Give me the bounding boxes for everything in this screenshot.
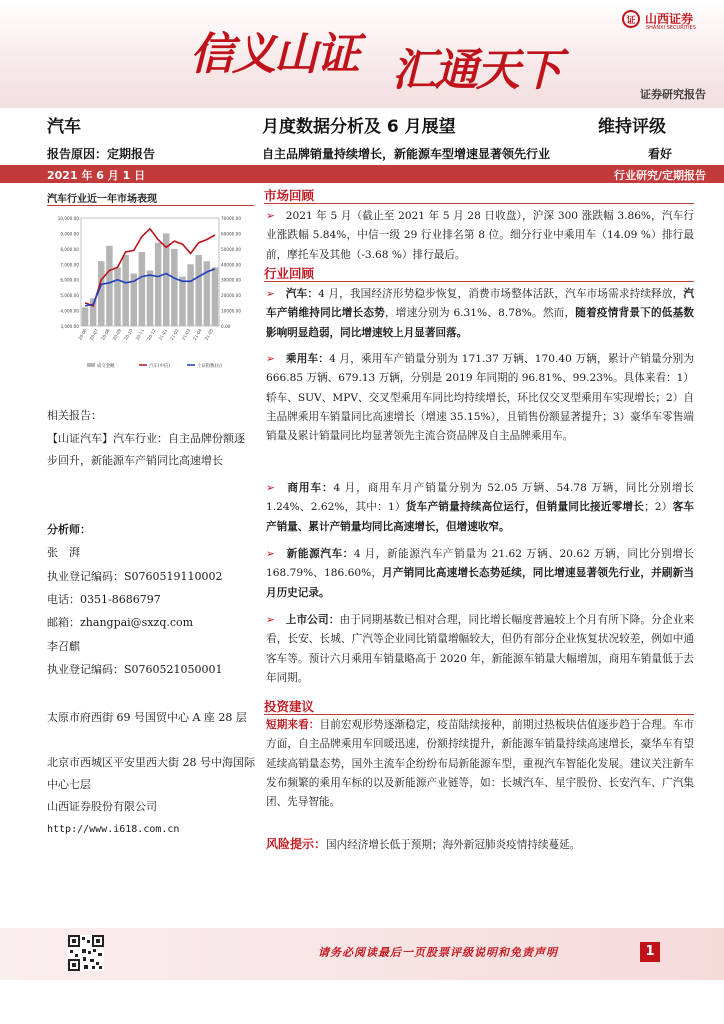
slogan-2: 汇通天下 [392,45,560,96]
y-left-tick: 4,000.00 [60,308,79,314]
volume-bar [106,246,112,326]
nev-paragraph [266,545,694,603]
passenger-text: 4 月，乘用车产销量分别为 171.37 万辆、170.40 万辆，累计产销量分别为 666.85 万辆、679.13 万辆，分别是 2019 年同期的 96.81%、99.23%。具体来看：1）轿车、SUV、MPV、交叉型乘用车同比均持续增长，环比仅交叉型乘用车实现增长；2）自主品牌乘用车销量同比高速增长（增速 35.15%），且销售份额显著提升；3）豪华车零售端销量及累计销量同比均显著领先主流合资品牌及自主品牌乘用车。 [266,353,695,443]
y-left-tick: 8,000.00 [60,246,79,252]
listed-paragraph [266,611,694,688]
section-market-review: 市场回顾 [264,188,315,203]
auto-highlight: 随着疫情背景下的低基数影响明显趋弱，同比增速较上月显著回落。 [266,307,695,339]
section-investment: 投资建议 [264,699,315,714]
slogan: 信义山证 [190,29,358,80]
address-beijing: 北京市西城区平安里西大街 28 号中海国际中心七层 [47,756,255,791]
section-divider [264,281,694,282]
x-tick: 20-10 [123,328,134,342]
commercial-text: 4 月，商用车月产销量分别为 52.05 万辆、54.78 万辆，同比分别增长 1.24%、2.62%，其中：1） [266,482,695,514]
listed-label: 上市公司： [285,614,340,626]
nev-label: 新能源汽车： [286,548,354,560]
x-tick: 20-11 [134,328,146,342]
volume-bar [82,307,88,326]
section-divider [264,203,694,204]
y-right-tick: 40000.00 [221,262,241,268]
x-tick: 21-05 [203,328,215,342]
listed-text: 由于同期基数已相对合理，同比增长幅度普遍较上个月有所下降。分企业来看，长安、长城、广汽等企业同比销量增幅较大，但仍有部分企业恢复状况较差，例如中通客车等。预计六月乘用车销量略高于 2020 年，新能源车销量大幅增加，商用车销量低于去年同期。 [266,614,695,684]
y-left-tick: 3,000.00 [60,324,79,329]
analyst2-license: 执业登记编码：S0760521050001 [47,663,223,676]
report-category: 行业研究/定期报告 [613,169,706,182]
legend-swatch [87,363,95,367]
risk-paragraph [266,835,694,855]
report-subtitle: 自主品牌销量持续增长，新能源车型增速显著领先行业 [262,147,551,161]
website-link[interactable]: http://www.i618.com.cn [47,824,180,835]
x-tick: 20-06 [77,328,88,342]
commercial-text: ；2） [644,501,673,514]
auto-text: 4 月，我国经济形势稳步恢复，消费市场整体活跃，汽车市场需求持续释放， [318,288,684,300]
y-right-tick: 30000.00 [221,277,241,283]
market-chart [47,208,254,388]
y-left-tick: 10,000.00 [57,216,79,221]
volume-bar [195,255,201,326]
company-logo [622,8,696,31]
nev-text: 4 月，新能源汽车产销量为 21.62 万辆、20.62 万辆，同比分别增长 168.79%、186.60%， [266,548,694,580]
legend-label: 上证指数(右) [197,364,223,369]
disclaimer: 请务必阅读最后一页股票评级说明和免责声明 [318,946,558,959]
x-tick: 20-08 [100,328,111,342]
chart-title: 汽车行业近一年市场表现 [47,194,157,205]
y-right-tick: 50000.00 [221,246,241,252]
short-term-label: 短期来看： [266,719,320,731]
auto-highlight: 汽车产销维持同比增长态势 [266,288,695,320]
short-term-text: 目前宏观形势逐渐稳定，疫苗陆续接种，前期过热板块估值逐步趋于合理。车市方面，自主品牌乘用车回暖迅速，份额持续提升，新能源车销量持续高速增长，豪华车有望延续高销量态势，国外主流车企纷纷布局新能源车型，重视汽车智能化发展。建议关注新车发布频繁的乘用车标的以及新能源产业链等，如：长城汽车、星宇股份、长安汽车、广汽集团、先导智能。 [266,719,694,809]
related-title: 相关报告： [47,409,102,422]
section-divider [264,714,694,715]
x-tick: 21-03 [180,328,192,342]
analyst-title: 分析师： [47,523,91,536]
risk-label: 风险提示： [266,837,327,851]
industry-name: 汽车 [47,117,81,137]
y-right-tick: 0.00 [221,324,231,329]
logo-english: SHANXI SECURITIES [646,25,696,31]
report-type: 证券研究报告 [640,88,706,101]
logo-text: 山西证券 [645,12,694,26]
nev-highlight: 月产销同比高速增长态势延续，同比增速显著领先行业，并刷新当月历史记录。 [266,567,694,599]
y-left-tick: 6,000.00 [60,277,79,283]
qr-code-icon [68,935,104,971]
y-right-tick: 60000.00 [221,231,241,237]
commercial-highlight: 货车产销量持续高位运行，但销量同比接近零增长 [405,501,645,514]
top-banner [0,0,724,108]
passenger-label: 乘用车： [285,353,330,365]
analyst2-name: 李召麒 [47,640,80,653]
y-left-tick: 9,000.00 [60,231,79,237]
market-review-body: 2021 年 5 月（截止至 2021 年 5 月 28 日收盘），沪深 300 涨跌幅 3.86%，汽车行业涨跌幅 5.84%，中信一级 29 行业排名第 8 位。细分行业中乘用车（14.09 %）排行最前，摩托车及其他（-3.68 %）排行最后。 [266,210,694,261]
auto-paragraph [266,285,694,343]
y-right-tick: 70000.00 [221,216,241,221]
volume-bar [98,261,104,326]
company-name: 山西证券股份有限公司 [47,800,157,813]
address-taiyuan: 太原市府西街 69 号国贸中心 A 座 28 层 [47,711,247,724]
commercial-paragraph [266,479,694,537]
related-report[interactable]: 【山证汽车】汽车行业：自主品牌份额逐步回升，新能源车产销同比高速增长 [47,432,245,467]
logo-icon: 证 [622,10,640,28]
volume-bar [179,277,185,326]
x-tick: 21-02 [169,328,180,342]
y-right-tick: 10000.00 [221,308,241,314]
commercial-highlight: 客车产销量、累计产销量均同比高速增长，但增速收窄。 [266,501,694,533]
report-date: 2021 年 6 月 1 日 [47,169,146,182]
arrow-icon: ➢ [266,288,275,300]
chart-svg [47,208,254,388]
section-industry-review: 行业回顾 [264,266,315,281]
commercial-label: 商用车： [287,482,334,494]
chart-divider [47,205,254,206]
volume-bar [147,270,153,326]
rating: 维持评级 [598,117,666,137]
arrow-icon: ➢ [266,482,275,494]
x-tick: 21-01 [157,328,169,342]
rating-view: 看好 [648,147,673,161]
report-reason: 报告原因：定期报告 [47,147,156,161]
volume-bar [171,249,177,326]
x-tick: 21-04 [192,328,203,342]
volume-bar [122,255,128,326]
analyst1-name: 张 湃 [47,546,80,559]
arrow-icon: ➢ [266,210,275,222]
analyst1-email[interactable]: 邮箱：zhangpai@sxzq.com [47,616,194,629]
passenger-paragraph [266,350,694,446]
volume-bar [212,267,218,326]
analyst1-phone: 电话：0351-8686797 [47,593,161,606]
analyst1-license: 执业登记编码：S0760519110002 [47,570,223,583]
y-left-tick: 7,000.00 [60,262,79,268]
arrow-icon: ➢ [266,614,275,626]
y-right-tick: 20000.00 [221,293,241,299]
risk-text: 国内经济增长低于预期；海外新冠肺炎疫情持续蔓延。 [326,839,581,851]
x-tick: 20-09 [111,328,123,342]
arrow-icon: ➢ [266,353,275,365]
legend-label: 成交金额 [97,364,115,369]
volume-bar [139,252,145,326]
volume-bar [155,243,161,326]
market-review-text [266,207,694,265]
legend-label: 汽车(中信) [149,364,170,369]
auto-text: ，增速分别为 6.31%、8.78%。然而， [384,307,576,320]
x-tick: 20-12 [146,328,157,342]
arrow-icon: ➢ [266,548,275,560]
volume-bar [187,264,193,326]
page-number: 1 [640,942,660,962]
auto-label: 汽车： [285,288,319,300]
report-title: 月度数据分析及 6 月展望 [262,117,456,137]
y-left-tick: 5,000.00 [60,293,79,299]
investment-paragraph [266,716,694,812]
volume-bar [114,267,120,326]
x-tick: 20-07 [88,328,100,342]
